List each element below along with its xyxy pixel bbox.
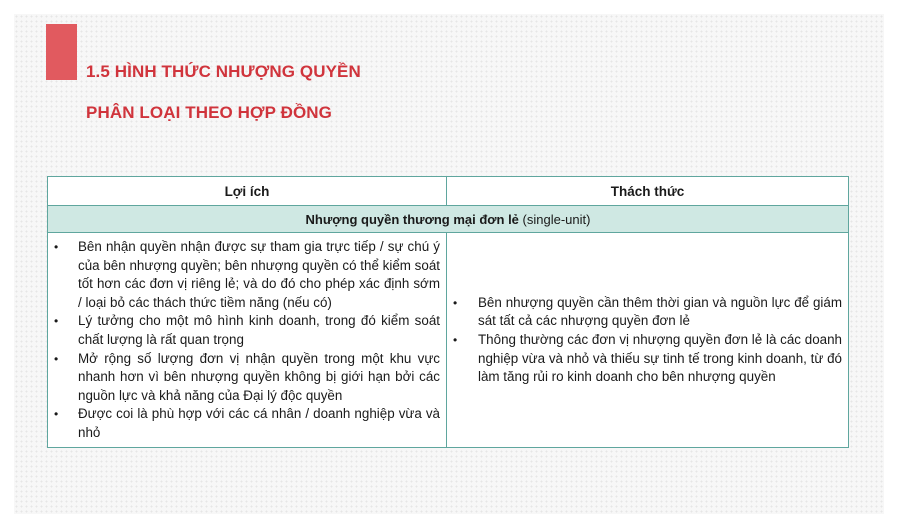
challenge-item-text: Thông thường các đơn vị nhượng quyền đơn lẻ là các doanh nghiệp vừa và nhỏ và thiếu sự tinh tế trong kinh doanh, từ đó làm tăng rủi ro kinh doanh cho bên nhượng quyền <box>478 331 842 385</box>
table-subheader-row <box>48 206 849 233</box>
challenges-cell <box>447 233 849 448</box>
benefit-item-text: Lý tưởng cho một mô hình kinh doanh, trong đó kiểm soát chất lượng là rất quan trọng <box>78 313 440 347</box>
bullet-icon: • <box>54 407 59 422</box>
subheader-normal-text: (single-unit) <box>518 211 591 227</box>
subheader-cell <box>48 206 849 233</box>
header-challenges: Thách thức <box>447 177 849 206</box>
bullet-icon: • <box>54 240 59 254</box>
challenge-item <box>453 331 842 387</box>
benefit-item-text: Mở rộng số lượng đơn vị nhận quyền trong một khu vực nhanh hơn vì bên nhượng quyền không bị giới hạn bởi các nguồn lực và khả năng của Đại lý độc quyền <box>78 350 440 403</box>
benefit-item <box>54 350 440 406</box>
challenge-item-text: Bên nhượng quyền cần thêm thời gian và nguồn lực để giám sát tất cả các nhượng quyền đơn lẻ <box>478 294 842 329</box>
benefit-item-text: Bên nhận quyền nhận được sự tham gia trực tiếp / sự chú ý của bên nhượng quyền; bên nhượng quyền có thể kiểm soát tốt hơn các đơn vị riêng lẻ; và do đó cho phép xác định sớm / loại bỏ các thách thức tiềm năng (nếu có) <box>78 239 440 310</box>
subheader-bold-text: Nhượng quyền thương mại đơn lẻ <box>305 211 519 227</box>
section-subtitle: PHÂN LOẠI THEO HỢP ĐỒNG <box>86 103 333 122</box>
benefits-list <box>54 238 440 443</box>
bullet-icon: • <box>54 351 59 366</box>
table-header-row <box>48 177 849 206</box>
comparison-table <box>47 176 849 448</box>
benefits-cell <box>48 233 447 448</box>
bullet-icon: • <box>453 332 458 347</box>
section-title: 1.5 HÌNH THỨC NHƯỢNG QUYỀN <box>86 62 361 81</box>
benefit-item <box>54 405 440 442</box>
benefit-item <box>54 238 440 312</box>
challenge-item <box>453 294 842 331</box>
benefit-item <box>54 312 440 349</box>
challenges-list <box>453 294 842 387</box>
title-accent-bar <box>46 24 77 80</box>
table-body-row <box>48 233 849 448</box>
header-benefits: Lợi ích <box>48 177 447 206</box>
bullet-icon: • <box>453 295 458 310</box>
bullet-icon: • <box>54 314 59 329</box>
benefit-item-text: Được coi là phù hợp với các cá nhân / doanh nghiệp vừa và nhỏ <box>78 406 440 440</box>
